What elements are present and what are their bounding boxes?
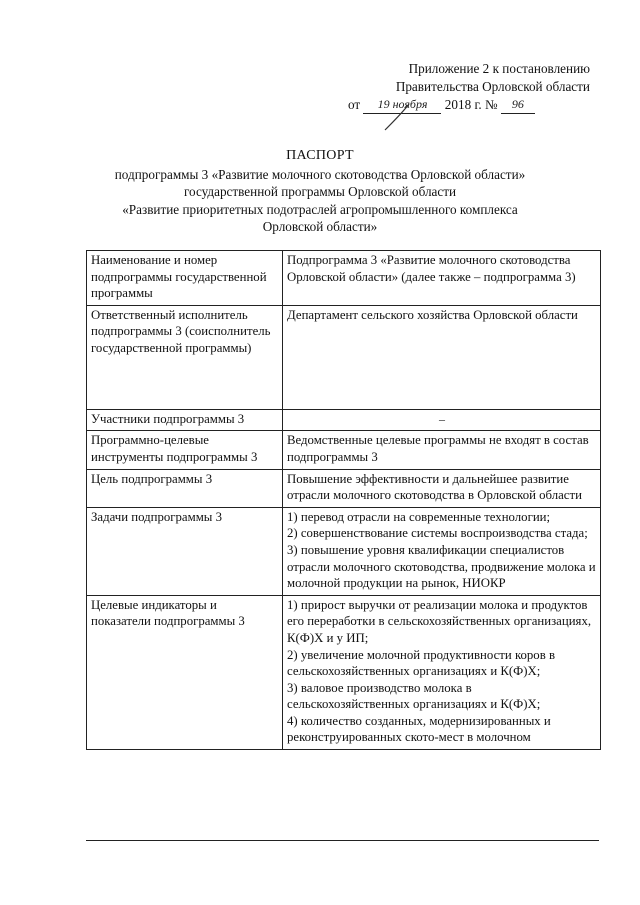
row-value: Ведомственные целевые программы не входят в состав подпрограммы 3 bbox=[283, 431, 601, 469]
table-row bbox=[87, 431, 601, 469]
table-row bbox=[87, 305, 601, 409]
table-row bbox=[87, 507, 601, 595]
list-item: 2) увеличение молочной продуктивности коров в сельскохозяйственных организациях и К(Ф)Х; bbox=[287, 647, 555, 679]
row-label: Цель подпрограммы 3 bbox=[87, 469, 283, 507]
handwritten-number: 96 bbox=[501, 95, 535, 114]
table-row bbox=[87, 409, 601, 431]
row-label: Участники подпрограммы 3 bbox=[87, 409, 283, 431]
list-item: 3) валовое производство молока в сельскохозяйственных организациях и К(Ф)Х; bbox=[287, 680, 541, 712]
list-item: 4) количество созданных, модернизированных и реконструированных ското-мест в молочном bbox=[287, 713, 551, 745]
table-row bbox=[87, 595, 601, 749]
title-line-1: подпрограммы 3 «Развитие молочного скотоводства Орловской области» bbox=[114, 166, 526, 182]
list-item: 1) прирост выручки от реализации молока и продуктов его переработки в сельскохозяйственных организациях, К(Ф)Х и у ИП; bbox=[287, 597, 592, 645]
table-row bbox=[87, 251, 601, 306]
row-value: Повышение эффективности и дальнейшее развитие отрасли молочного скотоводства в Орловской области bbox=[283, 469, 601, 507]
page-bottom-area bbox=[86, 840, 600, 905]
row-value: Департамент сельского хозяйства Орловской области bbox=[283, 305, 601, 409]
appendix-line-1: Приложение 2 к постановлению bbox=[408, 61, 590, 76]
row-label: Наименование и номер подпрограммы государственной программы bbox=[87, 251, 283, 306]
title-line-2: государственной программы Орловской области bbox=[183, 184, 457, 199]
row-value-list bbox=[283, 595, 601, 749]
appendix-date-line bbox=[300, 96, 590, 115]
title-line-3: «Развитие приоритетных подотраслей агропромышленного комплекса bbox=[122, 201, 518, 217]
row-value: Подпрограмма 3 «Развитие молочного скотоводства Орловской области» (далее также – подпрограмма 3) bbox=[283, 251, 601, 306]
title-line-4: Орловской области» bbox=[262, 219, 378, 234]
appendix-line-2: Правительства Орловской области bbox=[395, 79, 590, 94]
from-prefix: от bbox=[348, 97, 361, 112]
list-item: 3) повышение уровня квалификации специалистов отрасли молочного скотоводства, продвижение молока и молочной продукции на рынок, НИОКР bbox=[287, 542, 596, 591]
document-title-block bbox=[40, 147, 600, 236]
row-label: Целевые индикаторы и показатели подпрограммы 3 bbox=[87, 595, 283, 749]
row-value-list bbox=[283, 507, 601, 595]
row-label: Ответственный исполнитель подпрограммы 3 (соисполнитель государственной программы) bbox=[87, 305, 283, 409]
row-label: Программно-целевые инструменты подпрограммы 3 bbox=[87, 431, 283, 469]
appendix-header bbox=[300, 60, 590, 115]
row-label: Задачи подпрограммы 3 bbox=[87, 507, 283, 595]
handwritten-date: 19 ноября bbox=[363, 95, 441, 114]
passport-table bbox=[86, 250, 601, 750]
table-bottom-edge bbox=[86, 840, 599, 841]
document-heading: ПАСПОРТ bbox=[286, 148, 354, 163]
table-row bbox=[87, 469, 601, 507]
list-item: 2) совершенствование системы воспроизводства стада; bbox=[287, 526, 588, 541]
row-value-dash: – bbox=[283, 409, 601, 431]
signature-stroke-icon bbox=[383, 102, 411, 132]
year-text: 2018 г. № bbox=[444, 97, 498, 112]
list-item: 1) перевод отрасли на современные технологии; bbox=[287, 509, 551, 524]
